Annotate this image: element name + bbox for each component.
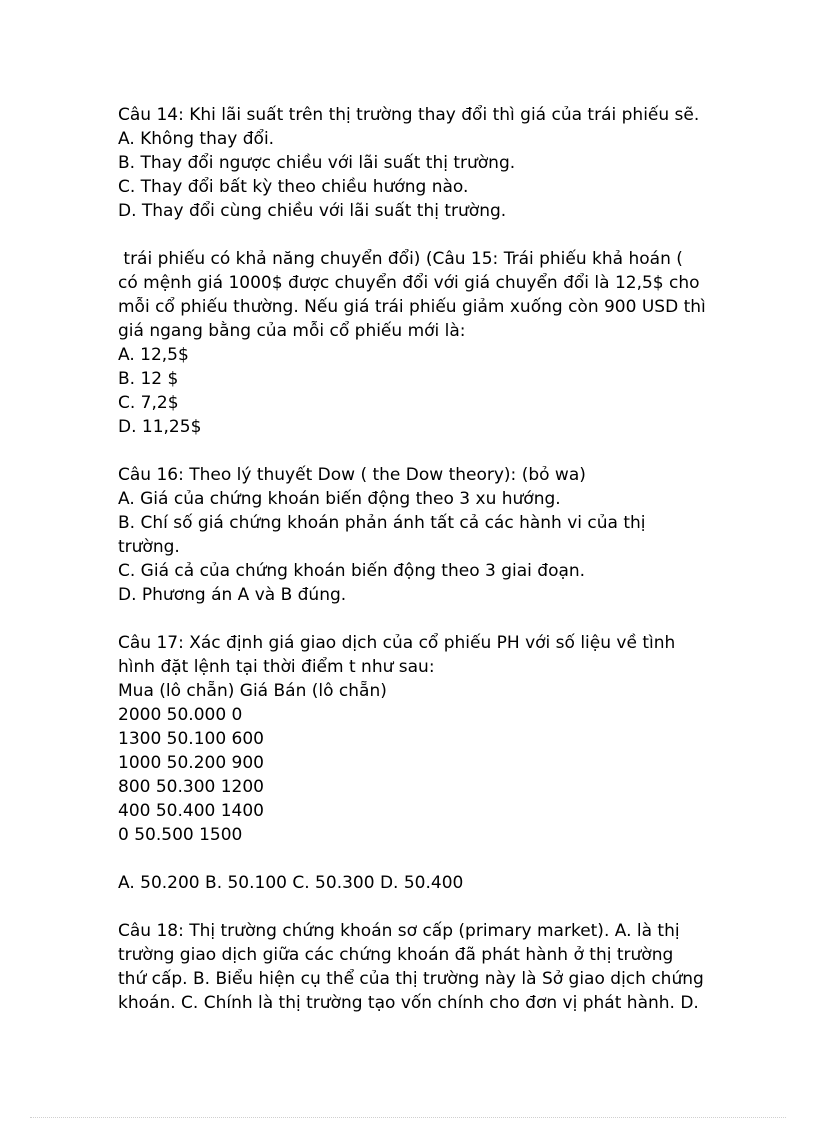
question-14-option-b: B. Thay đổi ngược chiều với lãi suất thị trường. xyxy=(118,153,516,173)
question-14-option-c: C. Thay đổi bất kỳ theo chiều hướng nào. xyxy=(118,177,469,197)
question-17-table-row: 400 50.400 1400 xyxy=(118,801,265,821)
question-16-text: Câu 16: Theo lý thuyết Dow ( the Dow theory): (bỏ wa) xyxy=(118,465,586,485)
question-16-option-c: C. Giá cả của chứng khoán biến động theo 3 giai đoạn. xyxy=(118,561,586,581)
question-15-option-b: B. 12 $ xyxy=(118,369,179,389)
question-15-option-c: C. 7,2$ xyxy=(118,393,179,413)
question-18-line-2: trường giao dịch giữa các chứng khoán đã phát hành ở thị trường xyxy=(118,945,674,965)
question-17-line-2: hình đặt lệnh tại thời điểm t như sau: xyxy=(118,657,435,677)
question-14-option-d: D. Thay đổi cùng chiều với lãi suất thị trường. xyxy=(118,201,507,221)
question-17-table-row: 2000 50.000 0 xyxy=(118,705,243,725)
question-16-option-a: A. Giá của chứng khoán biến động theo 3 xu hướng. xyxy=(118,489,561,509)
question-15-line-1: trái phiếu có khả năng chuyển đổi) (Câu 15: Trái phiếu khả hoán ( xyxy=(118,249,683,269)
question-17-table-row: 0 50.500 1500 xyxy=(118,825,243,845)
question-18 xyxy=(118,919,708,1015)
question-15-option-a: A. 12,5$ xyxy=(118,345,189,365)
question-18-line-1: Câu 18: Thị trường chứng khoán sơ cấp (primary market). A. là thị xyxy=(118,921,680,941)
question-17-table-row: 1300 50.100 600 xyxy=(118,729,265,749)
question-15-option-d: D. 11,25$ xyxy=(118,417,202,437)
spacer xyxy=(118,607,708,631)
question-14-text: Câu 14: Khi lãi suất trên thị trường thay đổi thì giá của trái phiếu sẽ. xyxy=(118,105,700,125)
document-page xyxy=(118,103,708,1015)
page-footer-divider xyxy=(30,1117,786,1118)
question-16-option-b-cont: trường. xyxy=(118,537,180,557)
question-15-line-3: mỗi cổ phiếu thường. Nếu giá trái phiếu giảm xuống còn 900 USD thì xyxy=(118,297,706,317)
question-16-option-d: D. Phương án A và B đúng. xyxy=(118,585,347,605)
spacer xyxy=(118,439,708,463)
question-17-table-row: 1000 50.200 900 xyxy=(118,753,265,773)
question-17 xyxy=(118,631,708,895)
question-18-line-4: khoán. C. Chính là thị trường tạo vốn chính cho đơn vị phát hành. D. xyxy=(118,993,699,1013)
question-17-table-row: 800 50.300 1200 xyxy=(118,777,265,797)
question-17-line-1: Câu 17: Xác định giá giao dịch của cổ phiếu PH với số liệu về tình xyxy=(118,633,676,653)
spacer xyxy=(118,847,708,871)
question-17-table-header: Mua (lô chẵn) Giá Bán (lô chẵn) xyxy=(118,681,387,701)
question-14 xyxy=(118,103,708,223)
question-17-answers: A. 50.200 B. 50.100 C. 50.300 D. 50.400 xyxy=(118,873,464,893)
question-16 xyxy=(118,463,708,607)
question-18-line-3: thứ cấp. B. Biểu hiện cụ thể của thị trường này là Sở giao dịch chứng xyxy=(118,969,704,989)
question-15 xyxy=(118,247,708,439)
question-16-option-b: B. Chí số giá chứng khoán phản ánh tất cả các hành vi của thị xyxy=(118,513,646,533)
spacer xyxy=(118,895,708,919)
question-15-line-4: giá ngang bằng của mỗi cổ phiếu mới là: xyxy=(118,321,466,341)
question-14-option-a: A. Không thay đổi. xyxy=(118,129,275,149)
question-15-line-2: có mệnh giá 1000$ được chuyển đổi với giá chuyển đổi là 12,5$ cho xyxy=(118,273,700,293)
spacer xyxy=(118,223,708,247)
